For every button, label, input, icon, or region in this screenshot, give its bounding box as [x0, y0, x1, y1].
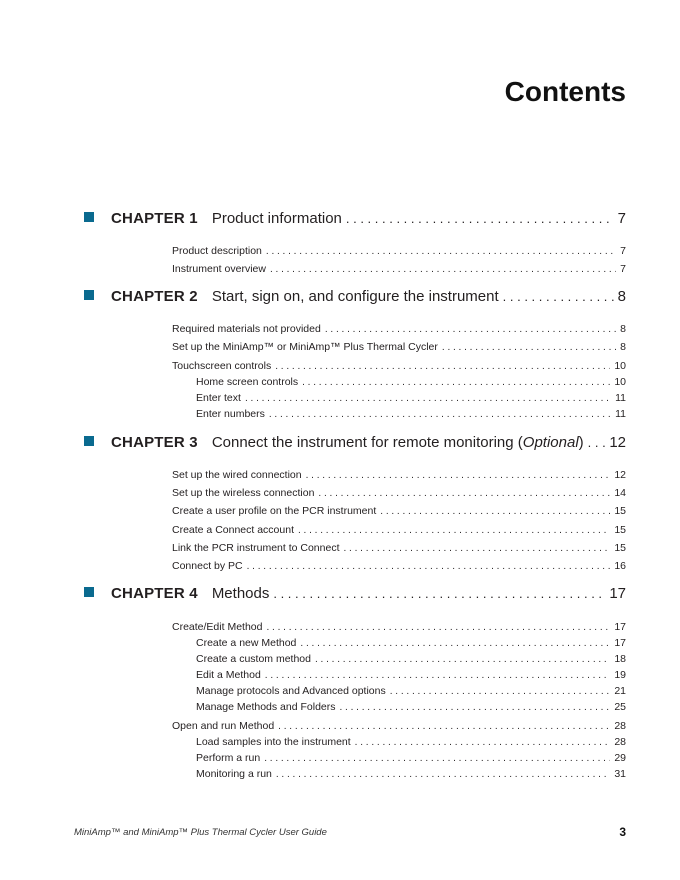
entry-label: Monitoring a run	[196, 768, 272, 780]
entry-label: Create a Connect account	[172, 524, 294, 536]
dot-leader	[273, 586, 605, 601]
entry-page: 7	[620, 245, 626, 257]
dot-leader	[344, 543, 611, 554]
entry-page: 15	[614, 505, 626, 517]
toc-entry[interactable]	[172, 720, 626, 735]
toc-entry[interactable]	[172, 469, 626, 484]
dot-leader	[442, 342, 616, 353]
dot-leader	[245, 393, 611, 404]
entry-label: Enter text	[196, 392, 241, 404]
chapter-bullet-icon	[84, 587, 94, 597]
dot-leader	[588, 435, 606, 450]
entry-page: 10	[614, 360, 626, 372]
dot-leader	[264, 753, 610, 764]
chapter-title: Connect the instrument for remote monitoring (Optional)	[211, 434, 584, 451]
dot-leader	[355, 737, 611, 748]
chapter-number: CHAPTER 1	[111, 210, 198, 227]
toc-subentry[interactable]	[196, 376, 626, 391]
entry-page: 14	[614, 487, 626, 499]
entry-label: Manage protocols and Advanced options	[196, 685, 386, 697]
entry-page: 8	[620, 323, 626, 335]
entry-label: Create a custom method	[196, 653, 311, 665]
toc-entry[interactable]	[172, 524, 626, 539]
dot-leader	[380, 506, 610, 517]
dot-leader	[247, 561, 611, 572]
dot-leader	[306, 470, 611, 481]
entry-label: Manage Methods and Folders	[196, 701, 336, 713]
chapter-number: CHAPTER 4	[111, 585, 198, 602]
dot-leader	[278, 721, 610, 732]
dot-leader	[266, 622, 610, 633]
toc-subentry[interactable]	[196, 653, 626, 668]
chapter-title: Methods	[211, 585, 270, 602]
chapter-bullet-icon	[84, 436, 94, 446]
dot-leader	[503, 289, 614, 304]
toc-entry[interactable]	[172, 621, 626, 636]
entry-page: 25	[614, 701, 626, 713]
page-title: Contents	[504, 76, 626, 107]
entry-label: Set up the MiniAmp™ or MiniAmp™ Plus Thermal Cycler	[172, 341, 438, 353]
chapter-title: Start, sign on, and configure the instrument	[211, 288, 499, 305]
dot-leader	[325, 324, 616, 335]
chapter-page: 7	[617, 210, 626, 227]
chapter-bullet-icon	[84, 212, 94, 222]
entry-label: Product description	[172, 245, 262, 257]
chapter-page: 17	[609, 585, 626, 602]
dot-leader	[276, 769, 610, 780]
entry-page: 21	[614, 685, 626, 697]
entry-label: Instrument overview	[172, 263, 266, 275]
entry-label: Create/Edit Method	[172, 621, 263, 633]
chapter-page: 12	[609, 434, 626, 451]
entry-label: Home screen controls	[196, 376, 299, 388]
entry-page: 29	[614, 752, 626, 764]
dot-leader	[302, 377, 610, 388]
toc-entry[interactable]	[172, 487, 626, 502]
chapter-number: CHAPTER 3	[111, 434, 198, 451]
entry-page: 15	[614, 524, 626, 536]
dot-leader	[269, 409, 611, 420]
dot-leader	[265, 670, 611, 681]
dot-leader	[390, 686, 611, 697]
entry-page: 17	[614, 637, 626, 649]
toc-entry[interactable]	[172, 360, 626, 375]
entry-label: Perform a run	[196, 752, 261, 764]
entry-label: Link the PCR instrument to Connect	[172, 542, 340, 554]
chapter-page: 8	[617, 288, 626, 305]
entry-page: 8	[620, 341, 626, 353]
entry-label: Load samples into the instrument	[196, 736, 351, 748]
entry-label: Enter numbers	[196, 408, 265, 420]
dot-leader	[318, 488, 610, 499]
entry-page: 16	[614, 560, 626, 572]
toc-subentry[interactable]	[196, 701, 626, 716]
entry-page: 28	[614, 736, 626, 748]
toc-entry[interactable]	[172, 542, 626, 557]
toc-subentry[interactable]	[196, 768, 626, 783]
entry-label: Set up the wireless connection	[172, 487, 315, 499]
entry-label: Connect by PC	[172, 560, 243, 572]
entry-page: 10	[614, 376, 626, 388]
entry-page: 11	[615, 392, 626, 404]
toc-subentry[interactable]	[196, 392, 626, 407]
toc-subentry[interactable]	[196, 637, 626, 652]
entry-page: 19	[614, 669, 626, 681]
entry-page: 28	[614, 720, 626, 732]
entry-page: 18	[614, 653, 626, 665]
toc-entry[interactable]	[172, 323, 626, 338]
toc-subentry[interactable]	[196, 752, 626, 767]
dot-leader	[340, 702, 611, 713]
dot-leader	[298, 525, 610, 536]
toc-entry[interactable]	[172, 505, 626, 520]
toc-entry[interactable]	[172, 341, 626, 356]
toc-chapter-1[interactable]	[84, 210, 626, 232]
entry-page: 15	[614, 542, 626, 554]
toc-subentry[interactable]	[196, 408, 626, 423]
entry-page: 11	[615, 408, 626, 420]
toc-chapter-2[interactable]	[84, 288, 626, 310]
dot-leader	[270, 264, 616, 275]
footer-page-number: 3	[619, 825, 626, 839]
entry-page: 31	[614, 768, 626, 780]
toc-subentry[interactable]	[196, 669, 626, 684]
toc-entry[interactable]	[172, 560, 626, 575]
toc-chapter-3[interactable]	[84, 434, 626, 456]
entry-label: Create a new Method	[196, 637, 297, 649]
dot-leader	[346, 211, 614, 226]
entry-page: 17	[614, 621, 626, 633]
entry-label: Set up the wired connection	[172, 469, 302, 481]
entry-page: 12	[614, 469, 626, 481]
entry-label: Create a user profile on the PCR instrument	[172, 505, 377, 517]
chapter-bullet-icon	[84, 290, 94, 300]
entry-label: Open and run Method	[172, 720, 275, 732]
dot-leader	[266, 246, 616, 257]
entry-label: Touchscreen controls	[172, 360, 272, 372]
dot-leader	[300, 638, 610, 649]
toc-subentry[interactable]	[196, 685, 626, 700]
entry-label: Edit a Method	[196, 669, 261, 681]
entry-page: 7	[620, 263, 626, 275]
toc-entry[interactable]	[172, 263, 626, 278]
dot-leader	[275, 361, 610, 372]
toc-subentry[interactable]	[196, 736, 626, 751]
chapter-title: Product information	[211, 210, 342, 227]
footer-document-title: MiniAmp™ and MiniAmp™ Plus Thermal Cycler User Guide	[74, 827, 327, 838]
toc-chapter-4[interactable]	[84, 585, 626, 607]
dot-leader	[315, 654, 610, 665]
toc-entry[interactable]	[172, 245, 626, 260]
chapter-number: CHAPTER 2	[111, 288, 198, 305]
entry-label: Required materials not provided	[172, 323, 321, 335]
